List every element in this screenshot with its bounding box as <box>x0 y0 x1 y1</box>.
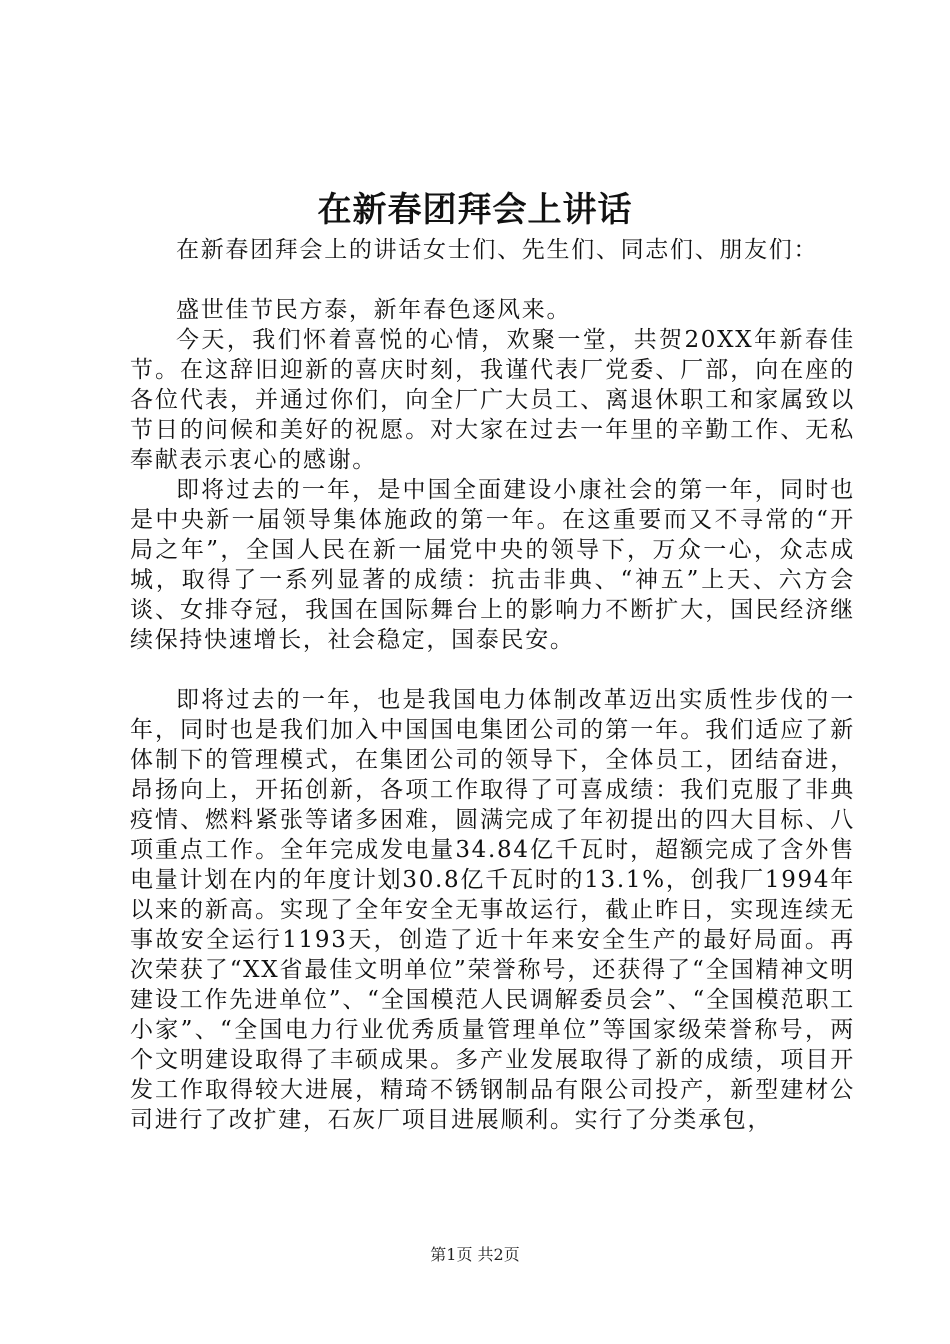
opening-couplet-paragraph: 盛世佳节民方泰，新年春色逐风来。 <box>176 297 572 323</box>
greeting-paragraph: 今天，我们怀着喜悦的心情，欢聚一堂，共贺20XX年新春佳节。在这辞旧迎新的喜庆时刻，我谨代表厂党委、厂部，向在座的各位代表，并通过你们，向全厂广大员工、离退休职工和家属致以节日的问候和美好的祝愿。对大家在过去一年里的辛勤工作、无私奉献表示衷心的感谢。 <box>130 327 855 473</box>
salutation-paragraph: 在新春团拜会上的讲话女士们、先生们、同志们、朋友们： <box>176 237 819 263</box>
national-review-paragraph: 即将过去的一年，是中国全面建设小康社会的第一年，同时也是中央新一届领导集体施政的第一年。在这重要而又不寻常的“开局之年”，全国人民在新一届党中央的领导下，万众一心，众志成城，取得了一系列显著的成绩：抗击非典、“神五”上天、六方会谈、女排夺冠，我国在国际舞台上的影响力不断扩大，国民经济继续保持快速增长，社会稳定，国泰民安。 <box>130 477 855 653</box>
plant-review-paragraph: 即将过去的一年，也是我国电力体制改革迈出实质性步伐的一年，同时也是我们加入中国国电集团公司的第一年。我们适应了新体制下的管理模式，在集团公司的领导下，全体员工，团结奋进，昂扬向上，开拓创新，各项工作取得了可喜成绩：我们克服了非典疫情、燃料紧张等诸多困难，圆满完成了年初提出的四大目标、八项重点工作。全年完成发电量34.84亿千瓦时，超额完成了含外售电量计划在内的年度计划30.8亿千瓦时的13.1%，创我厂1994年以来的新高。实现了全年安全无事故运行，截止昨日，实现连续无事故安全运行1193天，创造了近十年来安全生产的最好局面。再次荣获了“XX省最佳文明单位”荣誉称号，还获得了“全国精神文明建设工作先进单位”、“全国模范人民调解委员会”、“全国模范职工小家”、“全国电力行业优秀质量管理单位”等国家级荣誉称号，两个文明建设取得了丰硕成果。多产业发展取得了新的成绩，项目开发工作取得较大进展，精琦不锈钢制品有限公司投产，新型建材公司进行了改扩建，石灰厂项目进展顺利。实行了分类承包， <box>130 687 855 1133</box>
document-body <box>130 235 855 1135</box>
page-footer: 第1页 共2页 <box>430 1245 520 1264</box>
document-title: 在新春团拜会上讲话 <box>317 190 633 230</box>
